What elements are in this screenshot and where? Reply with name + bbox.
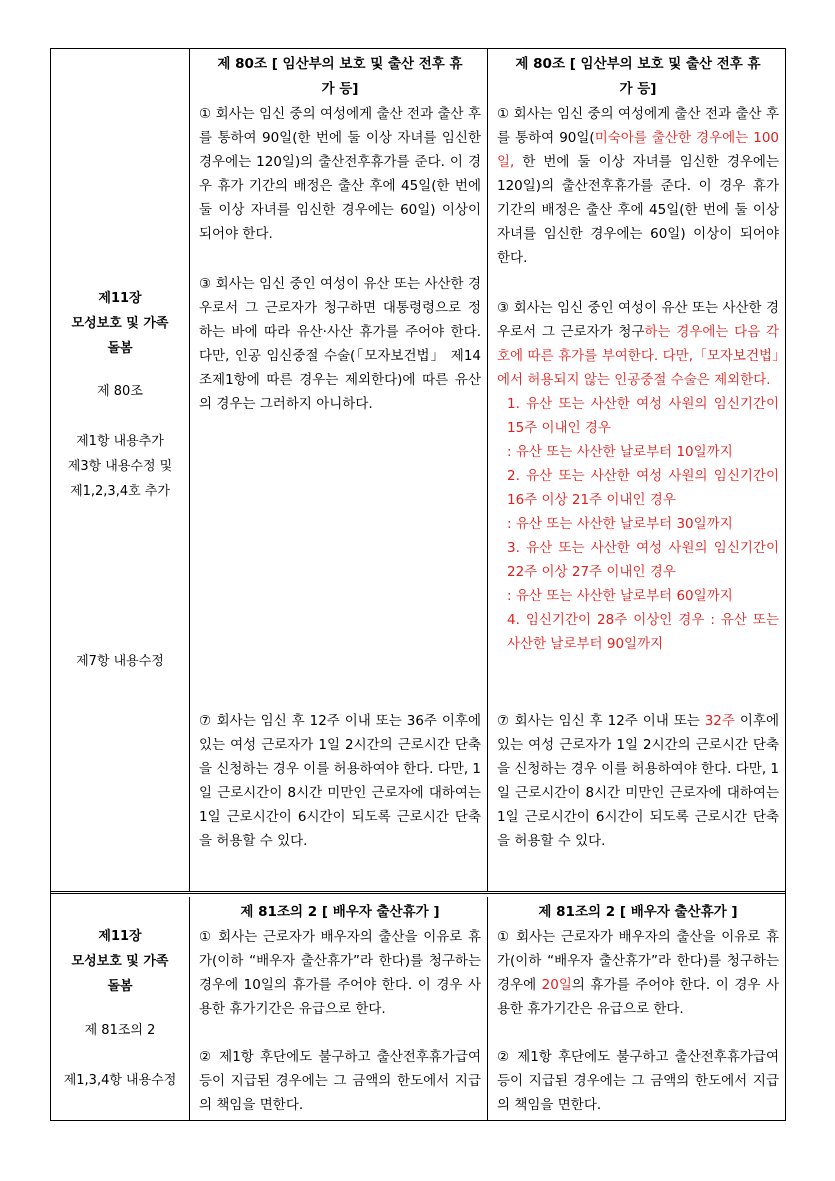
- paragraph-text: ⑦ 회사는 임신 후 12주 이내 또는: [497, 713, 705, 729]
- chapter-number: 제11장: [98, 291, 142, 306]
- paragraph-text: ① 회사는 근로자가 배우자의 출산을 이유로 휴가(이하 “배우자 출산휴가”라 한다)를 청구하는 경우에: [497, 929, 779, 993]
- paragraph-text: 의 휴가를 주어야 한다. 이 경우 사용한 휴가기간은 유급으로 한다.: [497, 977, 779, 1017]
- column-divider: [487, 897, 488, 1120]
- paragraph-1: ① 회사는 임신 중의 여성에게 출산 전과 출산 후를 통하여 90일(한 번에 둘 이상 자녀를 임신한 경우에는 120일)의 출산전후휴가를 준다. 이 경우 휴가 기간의 배정은 출산 후에 45일(한 번에 둘 이상 자녀를 임신한 경우에는 60일) 이상이 되어야 한다.: [199, 106, 481, 242]
- label-cell: [51, 49, 189, 891]
- paragraph-1: [497, 925, 779, 1021]
- paragraph-1: ① 회사는 근로자가 배우자의 출산을 이유로 휴가(이하 “배우자 출산휴가”라 한다)를 청구하는 경우에 10일의 휴가를 주어야 한다. 이 경우 사용한 휴가기간은 유급으로 한다.: [199, 929, 481, 1017]
- chapter-title: 돌봄: [107, 979, 133, 994]
- article-heading: 가 등]: [619, 81, 657, 97]
- change-note: 제3항 내용수정 및: [67, 459, 173, 474]
- paragraph-7: [497, 709, 779, 853]
- changed-text: 미숙아를 출산한 경우에는 100일,: [497, 130, 779, 170]
- paragraph-text: ③ 회사는 임신 중인 여성이 유산 또는 사산한 경우로서 그 근로자가 청구: [497, 300, 779, 340]
- list-item: 4. 임신기간이 28주 이상인 경우 : 유산 또는 사산한 날로부터 90일까지: [507, 612, 779, 652]
- paragraph-7: ⑦ 회사는 임신 후 12주 이내 또는 36주 이후에 있는 여성 근로자가 1일 2시간의 근로시간 단축을 신청하는 경우 이를 허용하여야 한다. 다만, 1일 근로시간이 8시간 미만인 근로자에 대하여는 1일 근로시간이 6시간이 되도록 근로시간 단축을 허용할 수 있다.: [199, 713, 481, 849]
- list-item: : 유산 또는 사산한 날로부터 60일까지: [507, 588, 733, 604]
- list-item: 1. 유산 또는 사산한 여성 사원의 임신기간이 15주 이내인 경우: [507, 396, 779, 436]
- before-cell: [191, 49, 487, 891]
- chapter-title: 모성보호 및 가족: [71, 954, 169, 969]
- chapter-number: 제11장: [98, 929, 142, 944]
- chapter-title: 모성보호 및 가족: [71, 316, 169, 331]
- article-heading: 가 등]: [321, 81, 359, 97]
- change-note: 제1,3,4항 내용수정: [63, 1073, 177, 1088]
- paragraph-1: [497, 102, 779, 270]
- change-note: 제1항 내용추가: [76, 434, 164, 449]
- article-heading: 제 81조의 2 [ 배우자 출산휴가 ]: [240, 904, 440, 920]
- paragraph-3: ③ 회사는 임신 중인 여성이 유산 또는 사산한 경우로서 그 근로자가 청구하면 대통령령으로 정하는 바에 따라 유산·사산 휴가를 주어야 한다. 다만, 인공 임신중절 수술(「모자보건법」 제14조제1항에 따른 경우는 제외한다)에 따른 유산의 경우는 그러하지 아니하다.: [199, 276, 481, 412]
- paragraph-3: [497, 296, 779, 656]
- changed-text: 20일: [541, 977, 572, 993]
- article-heading: 제 81조의 2 [ 배우자 출산휴가 ]: [538, 904, 738, 920]
- after-cell: [489, 49, 785, 891]
- chapter-title: 돌봄: [107, 341, 133, 356]
- article-number: 제 81조의 2: [84, 1023, 156, 1038]
- table-row-article-80: [51, 49, 785, 894]
- paragraph-2: ② 제1항 후단에도 불구하고 출산전후휴가급여등이 지급된 경우에는 그 금액의 한도에서 지급의 책임을 면한다.: [497, 1049, 779, 1113]
- article-heading: 제 80조 [ 임산부의 보호 및 출산 전후 휴: [515, 56, 761, 72]
- change-note: 제1,2,3,4호 추가: [70, 484, 170, 499]
- before-cell: [191, 897, 487, 1120]
- column-divider: [189, 897, 190, 1120]
- column-divider: [487, 49, 488, 891]
- article-heading: 제 80조 [ 임산부의 보호 및 출산 전후 휴: [217, 56, 463, 72]
- paragraph-text: ① 회사는 임신 중의 여성에게 출산 전과 출산 후를 통하여 90일(: [497, 106, 779, 146]
- table-row-article-81-2: [51, 897, 785, 1120]
- list-item: 2. 유산 또는 사산한 여성 사원의 임신기간이 16주 이상 21주 이내인 경우: [507, 468, 779, 508]
- change-note: 제7항 내용수정: [76, 654, 164, 669]
- after-cell: [489, 897, 785, 1120]
- list-item: 3. 유산 또는 사산한 여성 사원의 임신기간이 22주 이상 27주 이내인 경우: [507, 540, 779, 580]
- article-number: 제 80조: [97, 384, 143, 399]
- list-item: : 유산 또는 사산한 날로부터 10일까지: [507, 444, 733, 460]
- paragraph-2: ② 제1항 후단에도 불구하고 출산전후휴가급여등이 지급된 경우에는 그 금액의 한도에서 지급의 책임을 면한다.: [199, 1049, 481, 1113]
- changed-text: 32주: [704, 713, 735, 729]
- paragraph-text: 한 번에 둘 이상 자녀를 임신한 경우에는 120일)의 출산전후휴가를 준다. 이 경우 휴가 기간의 배정은 출산 후에 45일(한 번에 둘 이상 자녀를 임신한 경우에는 60일) 이상이 되어야 한다.: [497, 154, 779, 266]
- paragraph-text: 이후에 있는 여성 근로자가 1일 2시간의 근로시간 단축을 신청하는 경우 이를 허용하여야 한다. 다만, 1일 근로시간이 8시간 미만인 근로자에 대하여는 1일 근로시간이 6시간이 되도록 근로시간 단축을 허용할 수 있다.: [497, 713, 779, 849]
- column-divider: [189, 49, 190, 891]
- list-item: : 유산 또는 사산한 날로부터 30일까지: [507, 516, 733, 532]
- comparison-table: [50, 48, 786, 1121]
- label-cell: [51, 897, 189, 1120]
- changed-text: 하는 경우에는 다음 각 호에 따른 휴가를 부여한다. 다만,「모자보건법」에서 허용되지 않는 인공중절 수술은 제외한다.: [497, 324, 779, 388]
